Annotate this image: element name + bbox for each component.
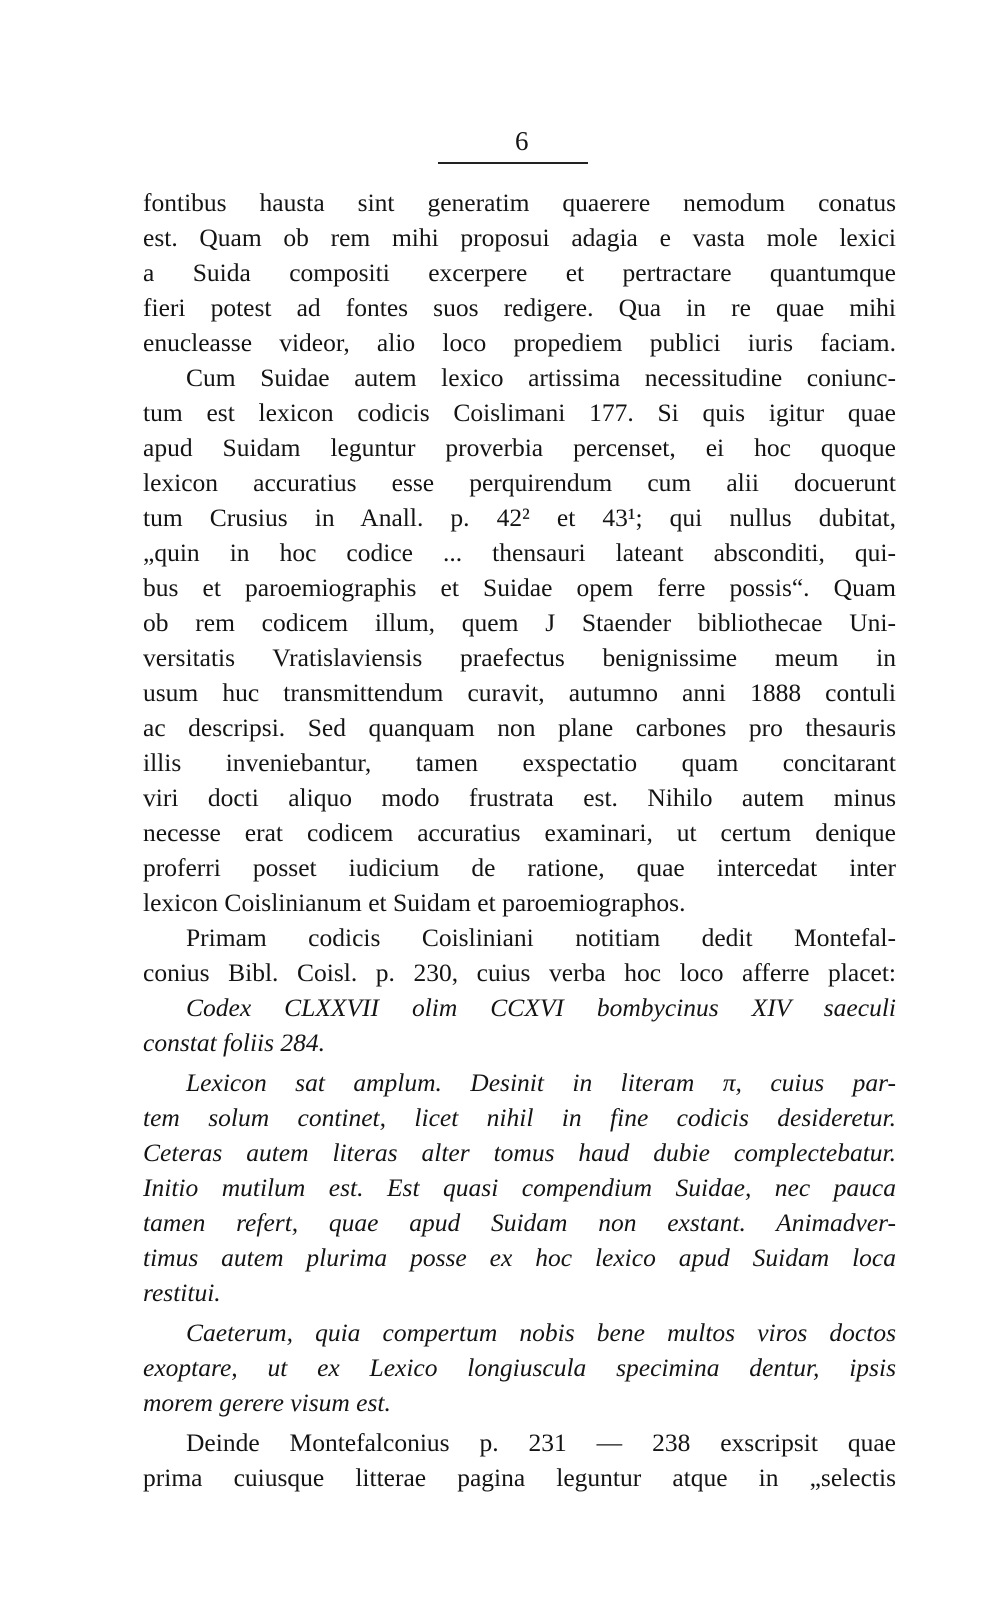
text-line: est. Quam ob rem mihi proposui adagia e vasta mole lexici bbox=[143, 223, 896, 252]
quote-line: Codex CLXXVII olim CCXVI bombycinus XIV saeculi bbox=[186, 993, 896, 1022]
text-line: fieri potest ad fontes suos redigere. Qua in re quae mihi bbox=[143, 293, 896, 322]
text-line: lexicon accuratius esse perquirendum cum alii docuerunt bbox=[143, 468, 896, 497]
text-line: lexicon Coislinianum et Suidam et paroemiographos. bbox=[143, 888, 686, 917]
text-line: Cum Suidae autem lexico artissima necessitudine coniunc- bbox=[186, 363, 896, 392]
text-line: versitatis Vratislaviensis praefectus benignissime meum in bbox=[143, 643, 896, 672]
quote-line: Initio mutilum est. Est quasi compendium Suidae, nec pauca bbox=[143, 1173, 896, 1202]
quote-line: tem solum continet, licet nihil in fine codicis desideretur. bbox=[143, 1103, 896, 1132]
page-number: 6 bbox=[515, 126, 529, 156]
text-line: ac descripsi. Sed quanquam non plane carbones pro thesauris bbox=[143, 713, 896, 742]
text-line: prima cuiusque litterae pagina leguntur atque in „selectis bbox=[143, 1463, 896, 1492]
header-rule bbox=[438, 162, 588, 164]
quote-line: constat foliis 284. bbox=[143, 1028, 326, 1057]
text-line: fontibus hausta sint generatim quaerere nemodum conatus bbox=[143, 188, 896, 217]
quote-line: exoptare, ut ex Lexico longiuscula specimina dentur, ipsis bbox=[143, 1353, 896, 1382]
text-line: necesse erat codicem accuratius examinari, ut certum denique bbox=[143, 818, 896, 847]
text-line: proferri posset iudicium de ratione, quae intercedat inter bbox=[143, 853, 896, 882]
quote-line: morem gerere visum est. bbox=[143, 1388, 391, 1417]
text-line: conius Bibl. Coisl. p. 230, cuius verba hoc loco afferre placet: bbox=[143, 958, 896, 987]
text-line: usum huc transmittendum curavit, autumno anni 1888 contuli bbox=[143, 678, 896, 707]
quote-line: Caeterum, quia compertum nobis bene multos viros doctos bbox=[186, 1318, 896, 1347]
quote-line: Lexicon sat amplum. Desinit in literam π, cuius par- bbox=[186, 1068, 896, 1097]
quote-line: timus autem plurima posse ex hoc lexico apud Suidam loca bbox=[143, 1243, 896, 1272]
quote-line: restitui. bbox=[143, 1278, 221, 1307]
text-line: apud Suidam leguntur proverbia percenset, ei hoc quoque bbox=[143, 433, 896, 462]
text-line: a Suida compositi excerpere et pertractare quantumque bbox=[143, 258, 896, 287]
text-line: „quin in hoc codice ... thensauri lateant absconditi, qui- bbox=[143, 538, 896, 567]
quote-line: Ceteras autem literas alter tomus haud dubie complectebatur. bbox=[143, 1138, 896, 1167]
text-line: tum est lexicon codicis Coislimani 177. Si quis igitur quae bbox=[143, 398, 896, 427]
text-line: bus et paroemiographis et Suidae opem ferre possis“. Quam bbox=[143, 573, 896, 602]
text-line: Primam codicis Coisliniani notitiam dedit Montefal- bbox=[186, 923, 896, 952]
text-line: enucleasse videor, alio loco propediem publici iuris faciam. bbox=[143, 328, 896, 357]
text-line: ob rem codicem illum, quem J Staender bibliothecae Uni- bbox=[143, 608, 896, 637]
text-line: viri docti aliquo modo frustrata est. Nihilo autem minus bbox=[143, 783, 896, 812]
quote-line: tamen refert, quae apud Suidam non exstant. Animadver- bbox=[143, 1208, 896, 1237]
text-line: Deinde Montefalconius p. 231 — 238 exscripsit quae bbox=[186, 1428, 896, 1457]
text-line: tum Crusius in Anall. p. 42² et 43¹; qui nullus dubitat, bbox=[143, 503, 896, 532]
text-line: illis inveniebantur, tamen exspectatio quam concitarant bbox=[143, 748, 896, 777]
